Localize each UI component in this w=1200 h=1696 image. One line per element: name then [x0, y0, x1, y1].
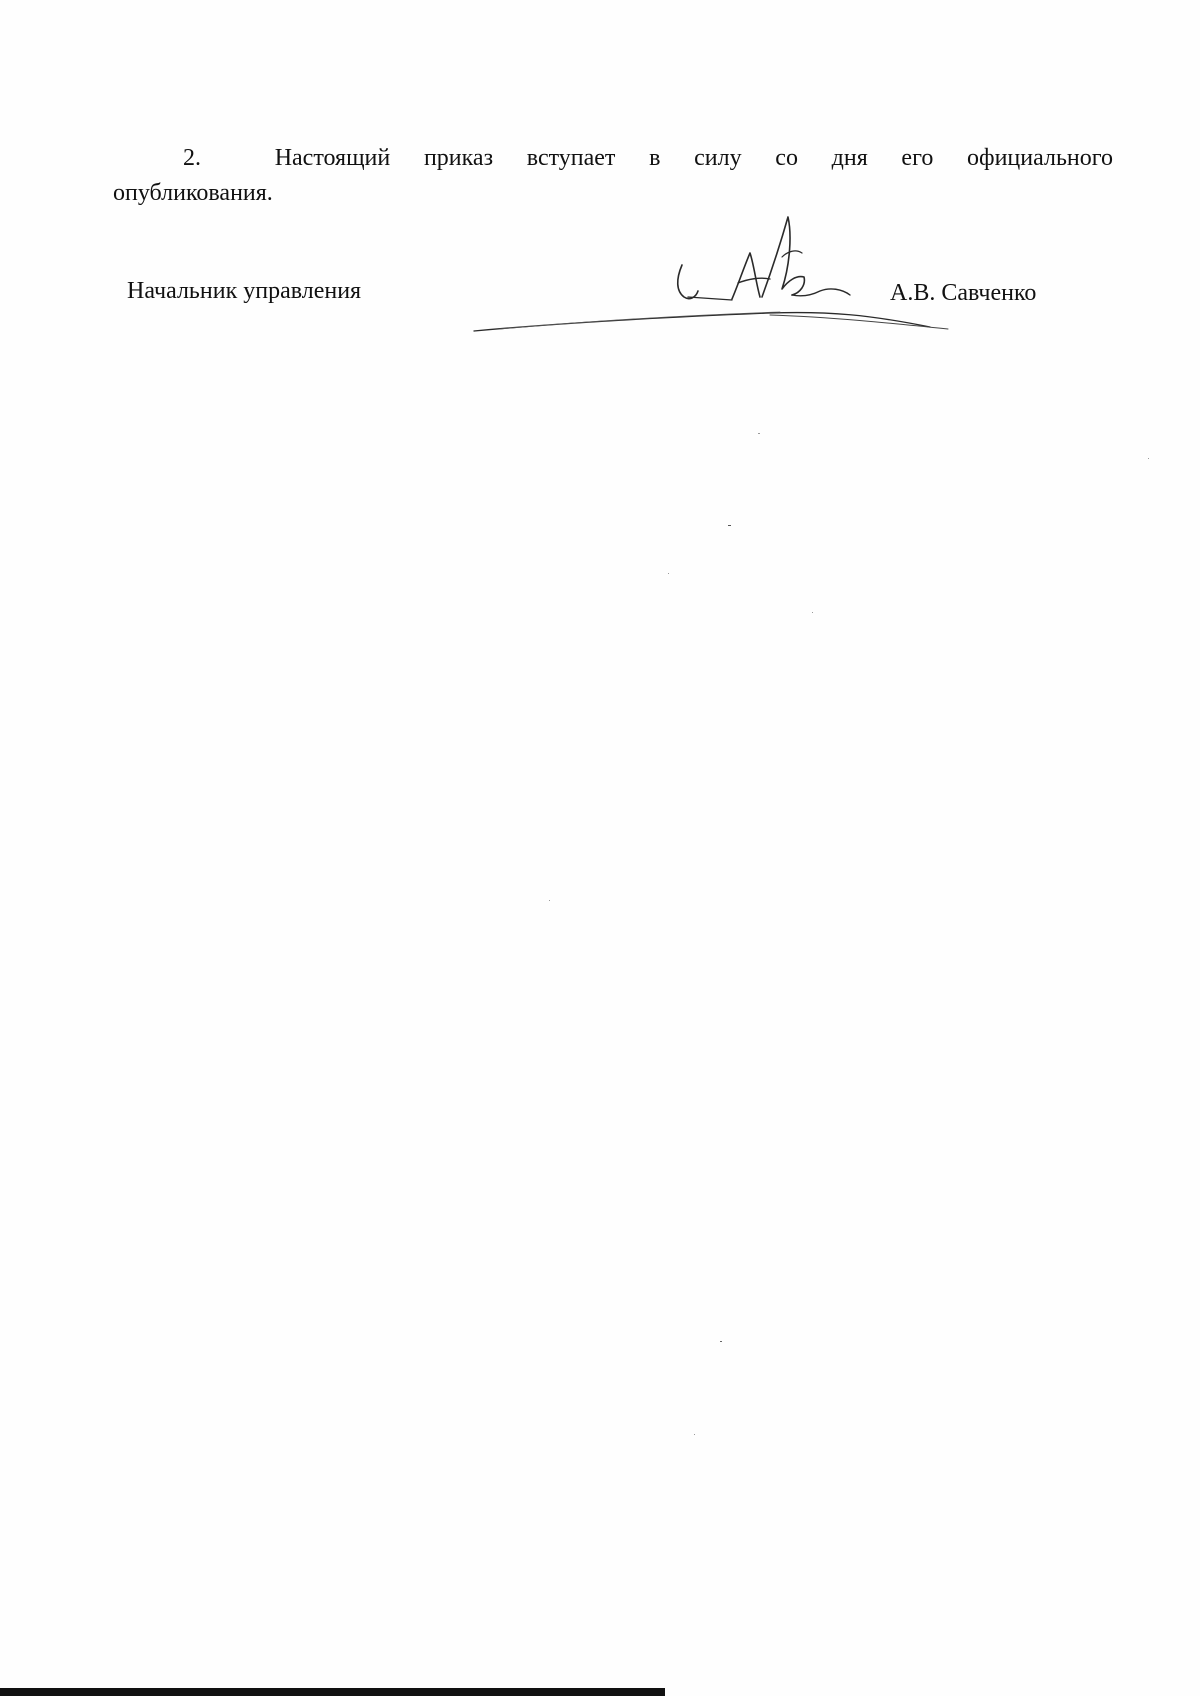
paragraph-word: его [901, 145, 934, 171]
paragraph-number: 2. [183, 145, 201, 171]
scan-speck [549, 900, 550, 901]
paragraph-word: силу [694, 145, 742, 171]
paragraph-word: официального [967, 145, 1113, 171]
paragraph-word: со [775, 145, 798, 171]
scan-speck [812, 612, 813, 613]
signer-title: Начальник управления [127, 278, 362, 304]
scan-speck [758, 433, 760, 434]
paragraph-word: приказ [423, 145, 494, 171]
paragraph-word: дня [831, 145, 868, 171]
paragraph-word: вступает [526, 145, 616, 171]
scan-speck [1148, 458, 1149, 459]
handwritten-signature [470, 205, 960, 340]
scan-bottom-edge [0, 1688, 665, 1696]
scan-speck [668, 573, 669, 574]
signer-name: А.В. Савченко [890, 280, 1037, 306]
paragraph-line-2: опубликования. [113, 180, 273, 206]
scan-speck [720, 1341, 722, 1342]
paragraph-line-1 [113, 143, 1113, 173]
paragraph-word: Настоящий [274, 145, 391, 171]
scan-speck [694, 1434, 695, 1435]
scan-speck [728, 525, 731, 526]
paragraph-word: в [649, 145, 661, 171]
